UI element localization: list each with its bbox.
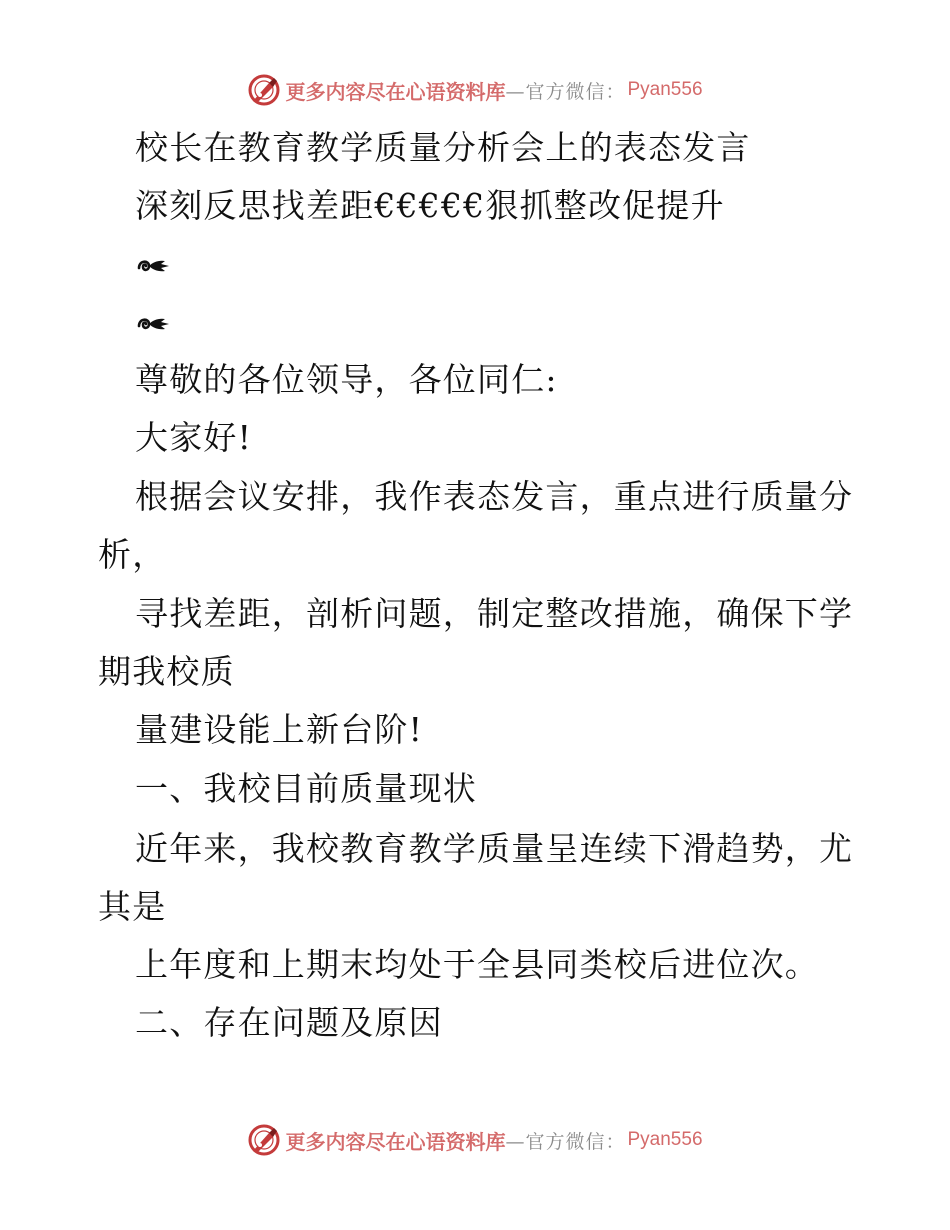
paragraph-line: 寻找差距，剖析问题，制定整改措施，确保下学 — [135, 594, 854, 633]
paragraph-line: 根据会议安排，我作表态发言，重点进行质量分 — [135, 477, 854, 516]
banner-separator-text: —官方微信： — [505, 1130, 626, 1153]
document-title-line: 校长在教育教学质量分析会上的表态发言 — [135, 128, 751, 167]
banner-main-text: 更多内容尽在心语资料库 — [285, 1129, 506, 1154]
document-subtitle-line: 深刻反思找差距€€€€€狠抓整改促提升 — [135, 186, 725, 225]
section-heading: 一、我校目前质量现状 — [135, 769, 477, 808]
banner-account-id: Pyan556 — [627, 1129, 703, 1150]
paragraph-line: 近年来，我校教育教学质量呈连续下滑趋势，尤 — [135, 829, 854, 868]
banner-main-text: 更多内容尽在心语资料库 — [285, 79, 506, 104]
paragraph-line: 量建设能上新台阶! — [135, 710, 424, 749]
footer-watermark-banner — [0, 1120, 950, 1160]
banner-account-id: Pyan556 — [627, 79, 703, 100]
paragraph-line: 析， — [98, 535, 167, 574]
header-watermark-banner — [0, 70, 950, 110]
paragraph-line: 期我校质 — [98, 652, 235, 691]
banner-separator-text: —官方微信： — [505, 80, 626, 103]
pen-logo-icon — [247, 73, 281, 107]
ornament-icon — [135, 254, 173, 278]
ornament-line-1 — [0, 244, 950, 284]
paragraph-line: 上年度和上期末均处于全县同类校后进位次。 — [135, 945, 819, 984]
ornament-icon — [135, 312, 173, 336]
ornament-line-2 — [0, 302, 950, 342]
greeting-line: 大家好! — [135, 418, 253, 457]
paragraph-line: 其是 — [98, 887, 167, 926]
salutation-line: 尊敬的各位领导，各位同仁: — [135, 360, 558, 399]
pen-logo-icon — [247, 1123, 281, 1157]
section-heading: 二、存在问题及原因 — [135, 1003, 443, 1042]
